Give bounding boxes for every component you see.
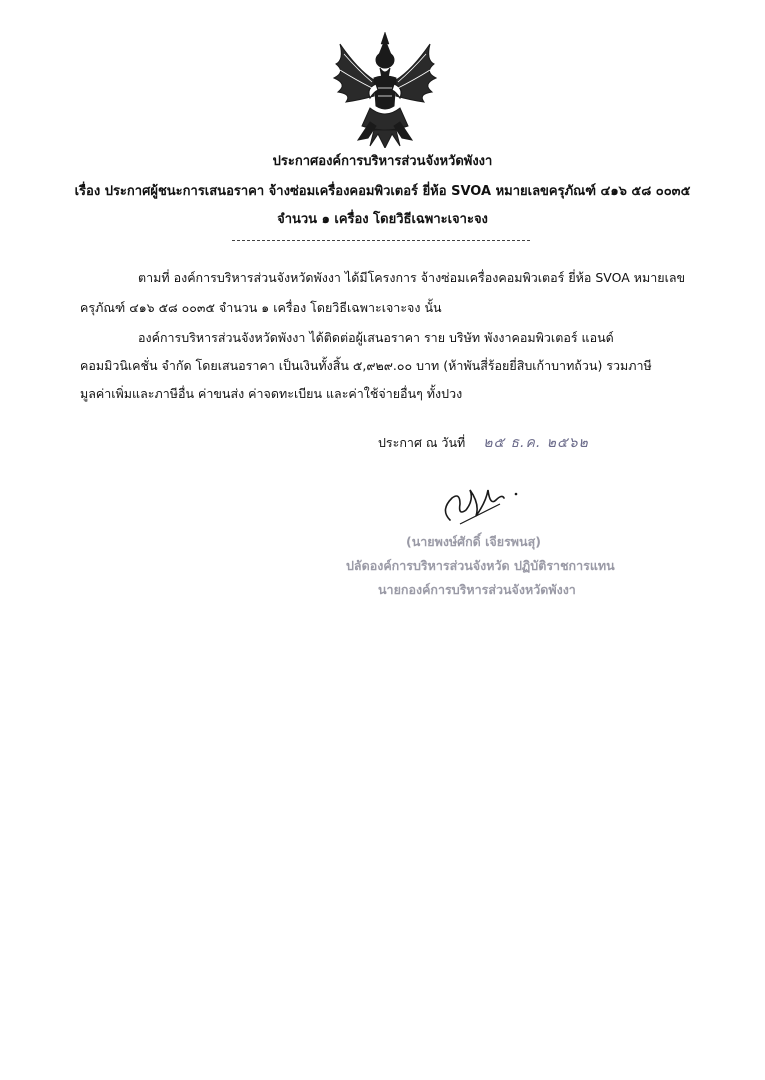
signer-name: (นายพงษ์ศักดิ์ เจียรพนสุ) — [406, 534, 541, 549]
paragraph-1-line-1: ตามที่ องค์การบริหารส่วนจังหวัดพังงา ได้มีโครงการ จ้างซ่อมเครื่องคอมพิวเตอร์ ยี่ห้อ SVOA หมายเลข — [138, 270, 686, 285]
paragraph-1-line-2: ครุภัณฑ์ ๔๑๖ ๕๘ ๐๐๓๕ จำนวน ๑ เครื่อง โดยวิธีเฉพาะเจาะจง นั้น — [80, 300, 442, 315]
document-title: ประกาศองค์การบริหารส่วนจังหวัดพังงา — [272, 154, 493, 169]
paragraph-2-line-2: คอมมิวนิเคชั่น จำกัด โดยเสนอราคา เป็นเงินทั้งสิ้น ๕,๙๒๙.๐๐ บาท (ห้าพันสี่ร้อยยี่สิบเก้าบาทถ้วน) รวมภาษี — [80, 358, 652, 373]
title-divider — [232, 240, 530, 241]
paragraph-2-line-3: มูลค่าเพิ่มและภาษีอื่น ค่าขนส่ง ค่าจดทะเบียน และค่าใช้จ่ายอื่นๆ ทั้งปวง — [80, 386, 463, 401]
signer-position-2: นายกองค์การบริหารส่วนจังหวัดพังงา — [378, 582, 576, 597]
document-subject: เรื่อง ประกาศผู้ชนะการเสนอราคา จ้างซ่อมเครื่องคอมพิวเตอร์ ยี่ห้อ SVOA หมายเลขครุภัณฑ์ ๔๑๖ ๕๘ ๐๐๓๕ — [74, 184, 691, 199]
document-subject-continued: จำนวน ๑ เครื่อง โดยวิธีเฉพาะเจาะจง — [277, 212, 488, 227]
announce-date-label: ประกาศ ณ วันที่ — [378, 435, 466, 450]
signer-position-1: ปลัดองค์การบริหารส่วนจังหวัด ปฏิบัติราชการแทน — [346, 558, 615, 573]
paragraph-2-line-1: องค์การบริหารส่วนจังหวัดพังงา ได้ติดต่อผู้เสนอราคา ราย บริษัท พังงาคอมพิวเตอร์ แอนด์ — [138, 330, 614, 345]
announce-date-handwritten: ๒๕ ธ.ค. ๒๕๖๒ — [483, 435, 589, 451]
garuda-emblem-icon — [330, 30, 440, 148]
signature-icon — [430, 480, 530, 530]
announce-date — [378, 432, 589, 454]
